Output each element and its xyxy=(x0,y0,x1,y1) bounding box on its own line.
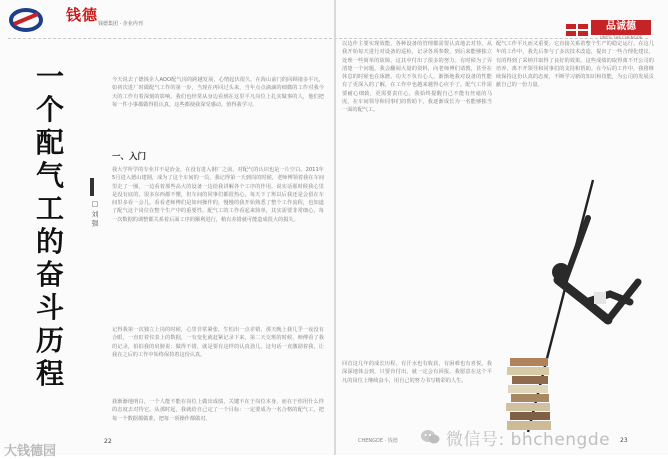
body-paragraph: 以边作主要实现效能，各种设备的管理都需要认真地去对待。从我开始每天进行对设备的巡检，记录各项参数，到后来能够独立处理一些简单的故障，这其中付出了很多的努力。有时候为了弄清楚一个问题，我会翻阅大量的资料，向老师傅们请教，甚至在休息的时候也在琢磨。功夫不负有心人，渐渐地我对设备的性能有了更深入的了解，在工作中也越来越得心应手了。配气工作需要耐心细致，更需要责任心，我始终提醒自己不能有丝毫的马虎。在车间领导和同事们的帮助下，我逐渐成长为一名能够独当一面的配气工。 xyxy=(342,41,492,114)
title-char: 历 xyxy=(35,324,64,357)
body-paragraph: 配气工作平凡而又重要，它直接关系着整个生产的稳定运行。在这几年的工作中，我先后参与了多次技术改造，提出了一些合理化建议，有的得到了采纳并取得了良好的效果。这些成绩的取得离不开公司的培养，离不开领导和同事们的支持和帮助。在今后的工作中，我将继续保持这份认真的态度，不断学习新的知识和技能，为公司的发展贡献自己的一份力量。 xyxy=(496,41,654,89)
title-char: 奋 xyxy=(35,258,64,291)
company-logo-icon xyxy=(8,6,64,34)
title-char: 程 xyxy=(35,357,64,390)
left-page-number: 22 xyxy=(104,438,112,445)
title-char: 工 xyxy=(35,192,64,225)
logo-text: 钱德 xyxy=(66,6,99,24)
header-divider xyxy=(8,38,648,39)
pole-vault-illustration xyxy=(498,170,648,440)
right-footer: CHENGDE · 钱德 xyxy=(358,438,398,444)
article-intro: 今天说去了德钱企人AOO配气岗的跨越发展，心情起伏很久。在海山前门的回顾诸多平凡，如初次进厂时做配气工作的第一步，当现在再回过头来，当年点点滴滴的细微的工作对我今天的工作有着深刻的影响。我们也经常从身边看到在这里平凡岗位上扎实做事的人，他们把每一件小事都做得很认真，这些都使我深受感动，值得我学习。 xyxy=(112,77,324,108)
wechat-watermark xyxy=(420,426,610,448)
title-char: 配 xyxy=(35,126,64,159)
left-page-header xyxy=(0,0,334,40)
wechat-icon xyxy=(420,429,440,445)
section-label: 品诚德 xyxy=(591,20,651,35)
body-paragraph: 我渐渐地明白，一个人能不能在岗位上做出成绩，关键不在于岗位本身，而在于你用什么样的态度去对待它。从那时起，我就给自己定了一个目标：一定要成为一名合格的配气工，把每一个数据都做准，把每一项操作都做对。 xyxy=(112,399,324,422)
article-title xyxy=(20,60,80,390)
body-paragraph: 回首这几年的成长历程，有汗水也有收获，有困难也有喜悦。我深深地体会到，只要肯付出，就一定会有回报。我愿意在这个平凡的岗位上继续奋斗，用自己的努力书写精彩的人生。 xyxy=(342,361,492,384)
logo-subtitle: 钱德集团 · 企业内刊 xyxy=(98,21,143,27)
right-page-number: 23 xyxy=(620,437,628,444)
section-marker-icon xyxy=(566,24,588,36)
section-heading: 一、入门 xyxy=(112,152,147,162)
title-char: 斗 xyxy=(35,291,64,324)
title-char: 个 xyxy=(35,93,64,126)
author-bar xyxy=(90,178,94,196)
article-author: □ 刘 强 xyxy=(91,200,99,227)
page-spine xyxy=(334,0,336,455)
body-paragraph: 记得我第一次独立上岗的时候，心里非常紧张，生怕出一点差错，那天晚上我几乎一夜没有合眼，一直盯着仪表上的数据，一有变化就赶紧记录下来，第二天交班的时候，师傅看了我的记录，拍拍我的肩膀说：做得不错，就是要有这样的认真劲儿。这句话一直激励着我，让我在之后的工作中始终保持着这份认真。 xyxy=(112,327,324,358)
wechat-label: 微信号: bhchengde xyxy=(446,429,611,450)
title-char: 气 xyxy=(35,159,64,192)
title-char: 一 xyxy=(35,60,64,93)
left-watermark: 大钱德园 xyxy=(4,444,57,459)
book-stack xyxy=(506,358,551,430)
body-paragraph: 我大学所学的专业并不是冶金，在没有进入钢厂之前，对配气的认识也是一片空白。2011年5月进入德山建钢，成为了这个车间的一员，我记得第一天到岗的时候，老师傅领着我在车间里走了一圈，一边看着那些高大的设备一边给我讲解各个工序的作用。说实话那时候我心里是没有底的，很多东西都不懂，但车间的同事们都很热心，每天下了班以后我还是会留在车间里多看一会儿，看看老师傅们是如何操作的，慢慢的我开始熟悉了整个工作流程，也知道了配气这个岗位在整个生产中的重要性。配气工的工作看起来简单，其实需要非常细心，每一次数据的调整都关系着后面工序的顺利进行，稍有差错就可能造成很大的损失。 xyxy=(112,167,324,223)
section-subtitle: UNITE THE CHENGDE xyxy=(599,35,643,40)
title-char: 的 xyxy=(35,225,64,258)
